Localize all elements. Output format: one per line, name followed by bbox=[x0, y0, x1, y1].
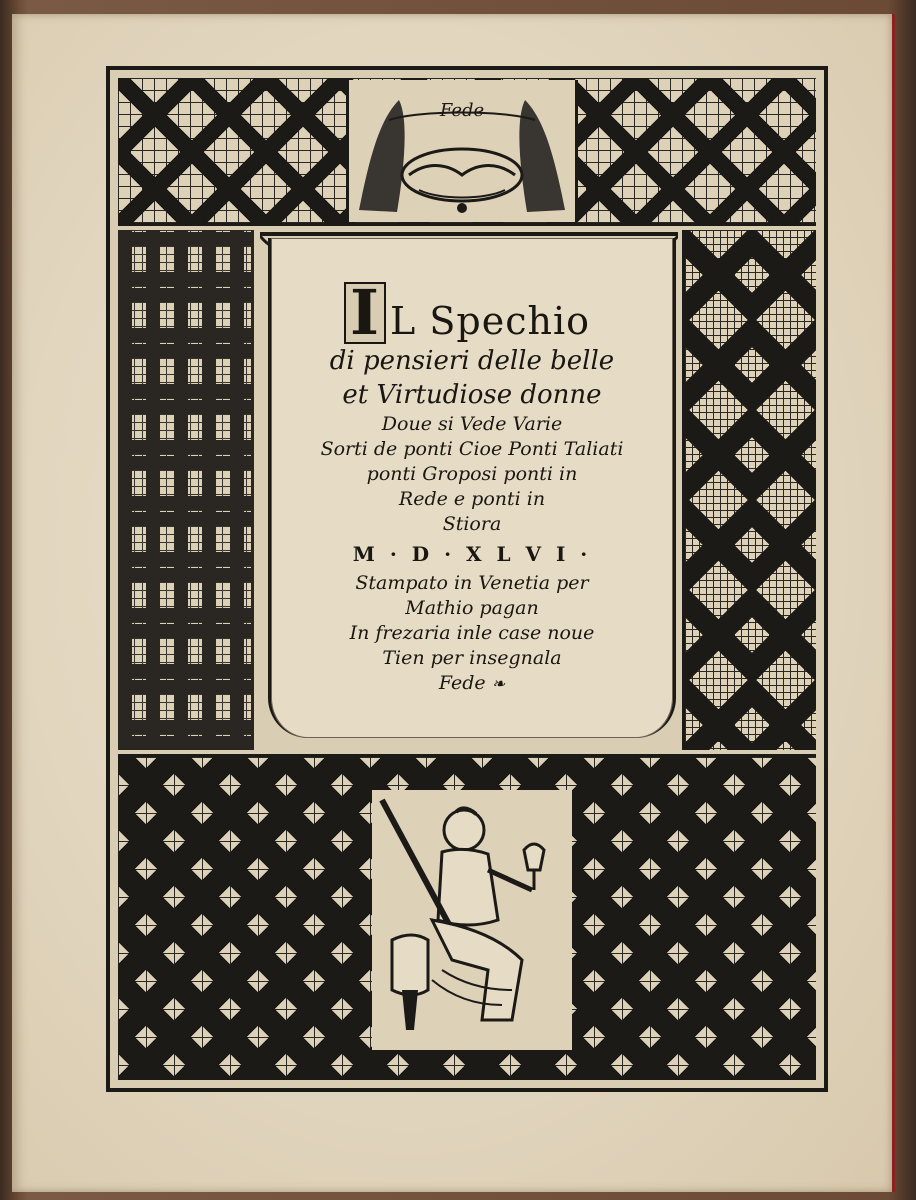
imprint-line-3: In frezaria inle case noue bbox=[349, 622, 595, 644]
publication-date: M · D · X L V I · bbox=[352, 542, 592, 566]
medallion-motto: Fede bbox=[439, 100, 485, 121]
faith-medallion bbox=[346, 80, 578, 222]
imprint-line-1: Stampato in Venetia per bbox=[355, 572, 589, 594]
description-line-5: Stiora bbox=[442, 513, 502, 535]
subtitle-line-2: et Virtudiose donne bbox=[342, 380, 602, 410]
imprint-line-4: Tien per insegnala bbox=[382, 647, 562, 669]
lace-pattern-right bbox=[682, 230, 816, 750]
woodcut-border-frame bbox=[106, 66, 828, 1092]
title-page bbox=[12, 14, 895, 1192]
imprint-line-2: Mathio pagan bbox=[405, 597, 539, 619]
title-banner bbox=[268, 238, 676, 738]
lace-pattern-left bbox=[118, 230, 254, 750]
imprint bbox=[271, 571, 673, 696]
title-text-block bbox=[271, 276, 673, 696]
imprint-line-5-text: Fede bbox=[438, 672, 486, 694]
imprint-line-5 bbox=[271, 671, 673, 696]
description-line-1: Doue si Vede Varie bbox=[381, 413, 563, 435]
flourish-icon: ❧ bbox=[491, 674, 506, 693]
title-initial: I bbox=[344, 282, 386, 344]
seated-figure-with-cup bbox=[372, 790, 572, 1050]
title-rest: L Spechio bbox=[390, 299, 590, 343]
description-line-3: ponti Groposi ponti in bbox=[366, 463, 578, 485]
description-line-2: Sorti de ponti Cioe Ponti Taliati bbox=[320, 438, 624, 460]
subtitle-line-1: di pensieri delle belle bbox=[329, 346, 615, 376]
book-title bbox=[261, 276, 673, 349]
description-line-4: Rede e ponti in bbox=[398, 488, 546, 510]
